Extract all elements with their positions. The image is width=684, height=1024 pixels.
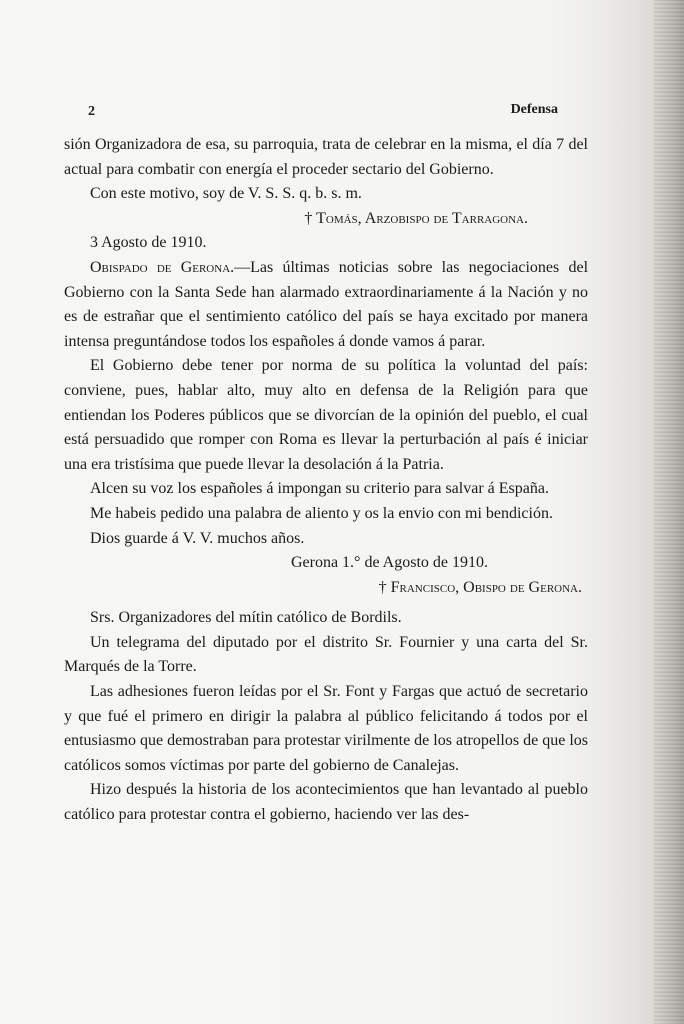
page-header	[88, 100, 558, 124]
paragraph-1: sión Organizadora de esa, su parroquia, trata de celebrar en la misma, el día 7 del actual para combatir con energía el proceder sectario del Gobierno.	[64, 136, 588, 178]
paragraph-10: Las adhesiones fueron leídas por el Sr. Font y Fargas que actuó de secretario y que fué el primero en dirigir la palabra al público felicitando á todos por el entusiasmo que demostraban para protestar virilmente de los atropellos de que los católicos somos víctimas por parte del gobierno de Canalejas.	[64, 683, 588, 774]
paragraph-5: Alcen su voz los españoles á impongan su criterio para salvar á España.	[90, 480, 549, 498]
date-line-2: Gerona 1.° de Agosto de 1910.	[290, 554, 488, 572]
paragraph-4: El Gobierno debe tener por norma de su política la voluntad del país: conviene, pues, hablar alto, muy alto en defensa de la Religión para que entiendan los Poderes públicos que se divorcían de la opinión del pueblo, el cual está persuadido que romper con Roma es llevar la perturbación al país é iniciar una era tristísima que puede llevar la desolación á la Patria.	[64, 357, 588, 473]
signature-bishop: † Francisco, Obispo de Gerona.	[378, 578, 582, 596]
paragraph-6: Me habeis pedido una palabra de aliento y os la envio con mi bendición.	[90, 504, 553, 522]
page-number: 2	[88, 104, 95, 119]
signature-archbishop: † Tomás, Arzobispo de Tarragona.	[304, 209, 528, 227]
paragraph-3-text: —Las últimas noticias sobre las negociaciones del Gobierno con la Santa Sede han alarmado extraordinariamente á la Nación y no es de estrañar que el sentimiento católico del país se haya excitado por manera intensa preguntándose todos los españoles á donde vamos á parar.	[64, 258, 589, 350]
date-line-1: 3 Agosto de 1910.	[90, 234, 207, 252]
body-text	[64, 133, 588, 828]
paragraph-8: Srs. Organizadores del mítin católico de Bordils.	[90, 609, 402, 627]
paragraph-3	[64, 256, 588, 354]
letter-heading: Obispado de Gerona.	[90, 258, 235, 276]
paragraph-2: Con este motivo, soy de V. S. S. q. b. s. m.	[90, 185, 362, 203]
running-head: Defensa	[510, 102, 558, 117]
paragraph-9: Un telegrama del diputado por el distrito Sr. Fournier y una carta del Sr. Marqués de la Torre.	[64, 633, 588, 676]
paragraph-7: Dios guarde á V. V. muchos años.	[90, 529, 305, 547]
page-binding-edge	[654, 0, 684, 1024]
paragraph-11: Hizo después la historia de los acontecimientos que han levantado al pueblo católico para protestar contra el gobierno, haciendo ver las des-	[64, 781, 588, 824]
